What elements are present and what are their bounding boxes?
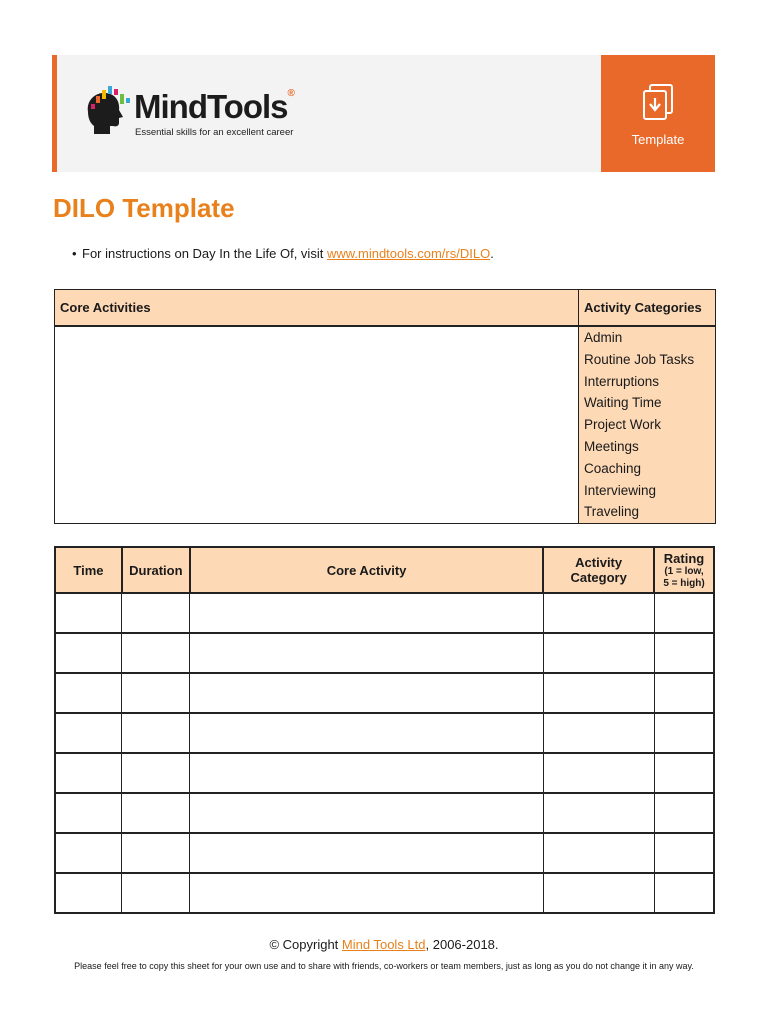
header-activity-categories: Activity Categories (579, 290, 716, 327)
category-item: Waiting Time (584, 395, 662, 411)
document-download-icon (640, 83, 676, 121)
table-row (55, 873, 714, 913)
rating-cell[interactable] (654, 633, 714, 673)
category-cell[interactable] (543, 633, 654, 673)
category-item: Interruptions (584, 373, 660, 389)
header-time: Time (55, 547, 122, 593)
core-activity-cell[interactable] (190, 753, 543, 793)
rating-cell[interactable] (654, 793, 714, 833)
category-cell[interactable] (543, 793, 654, 833)
header-core-activity: Core Activity (190, 547, 543, 593)
rating-cell[interactable] (654, 873, 714, 913)
duration-cell[interactable] (122, 833, 190, 873)
header-rating: Rating (1 = low, 5 = high) (654, 547, 714, 593)
rating-cell[interactable] (654, 833, 714, 873)
instructions-line (72, 246, 494, 261)
template-label: Template (631, 132, 685, 147)
core-activity-cell[interactable] (190, 593, 543, 633)
page-title: DILO Template (53, 193, 235, 223)
core-activity-cell[interactable] (190, 873, 543, 913)
rating-cell[interactable] (654, 593, 714, 633)
table-row (55, 753, 714, 793)
dilo-link[interactable]: www.mindtools.com/rs/DILO (326, 246, 491, 261)
category-item: Admin (584, 330, 623, 345)
category-item: Routine Job Tasks (584, 351, 695, 367)
core-activities-cell[interactable] (55, 326, 579, 524)
core-activity-cell[interactable] (190, 713, 543, 753)
instructions-suffix: . (490, 246, 494, 261)
category-item: Coaching (584, 460, 642, 476)
copyright-prefix: © Copyright (269, 937, 342, 952)
core-activity-cell[interactable] (190, 633, 543, 673)
time-cell[interactable] (55, 633, 122, 673)
table-row (55, 833, 714, 873)
bullet-marker: • (72, 246, 77, 261)
category-cell[interactable] (543, 833, 654, 873)
time-cell[interactable] (55, 713, 122, 753)
duration-cell[interactable] (122, 713, 190, 753)
category-cell[interactable] (543, 873, 654, 913)
duration-cell[interactable] (122, 793, 190, 833)
rating-cell[interactable] (654, 713, 714, 753)
time-cell[interactable] (55, 833, 122, 873)
category-cell[interactable] (543, 713, 654, 753)
header-accent-bar (52, 55, 57, 172)
table-row (55, 793, 714, 833)
brand-name: MindTools® (134, 88, 294, 125)
mindtools-logo[interactable] (82, 82, 322, 142)
header-core-activities: Core Activities (55, 290, 579, 327)
header-activity-category: Activity Category (543, 547, 654, 593)
header-banner (52, 55, 715, 172)
duration-cell[interactable] (122, 593, 190, 633)
category-item: Project Work (584, 417, 662, 433)
copyright-suffix: , 2006-2018. (425, 937, 499, 952)
core-activity-cell[interactable] (190, 833, 543, 873)
rating-cell[interactable] (654, 753, 714, 793)
category-item: Interviewing (584, 482, 657, 498)
table-row (55, 673, 714, 713)
template-badge[interactable] (601, 55, 715, 172)
instructions-text: For instructions on Day In the Life Of, visit (82, 246, 327, 261)
time-cell[interactable] (55, 873, 122, 913)
time-cell[interactable] (55, 673, 122, 713)
head-logo-icon (82, 84, 134, 136)
duration-cell[interactable] (122, 873, 190, 913)
duration-cell[interactable] (122, 633, 190, 673)
category-cell[interactable] (543, 673, 654, 713)
duration-cell[interactable] (122, 753, 190, 793)
table-row (55, 633, 714, 673)
activities-table (54, 289, 716, 524)
core-activity-cell[interactable] (190, 793, 543, 833)
time-cell[interactable] (55, 753, 122, 793)
category-cell[interactable] (543, 593, 654, 633)
header-duration: Duration (122, 547, 190, 593)
company-link[interactable]: Mind Tools Ltd (341, 937, 426, 952)
category-item: Traveling (584, 504, 640, 520)
activity-log-table (54, 546, 715, 914)
category-item: Meetings (584, 438, 639, 454)
rating-cell[interactable] (654, 673, 714, 713)
time-cell[interactable] (55, 793, 122, 833)
categories-cell (579, 326, 716, 524)
usage-notice: Please feel free to copy this sheet for your own use and to share with friends, co-workers or team members, just as long as you do not change it in any way. (74, 961, 694, 971)
category-cell[interactable] (543, 753, 654, 793)
copyright-line (0, 937, 768, 952)
brand-tagline: Essential skills for an excellent career (135, 127, 294, 138)
time-cell[interactable] (55, 593, 122, 633)
table-row (55, 713, 714, 753)
core-activity-cell[interactable] (190, 673, 543, 713)
table-row (55, 593, 714, 633)
duration-cell[interactable] (122, 673, 190, 713)
